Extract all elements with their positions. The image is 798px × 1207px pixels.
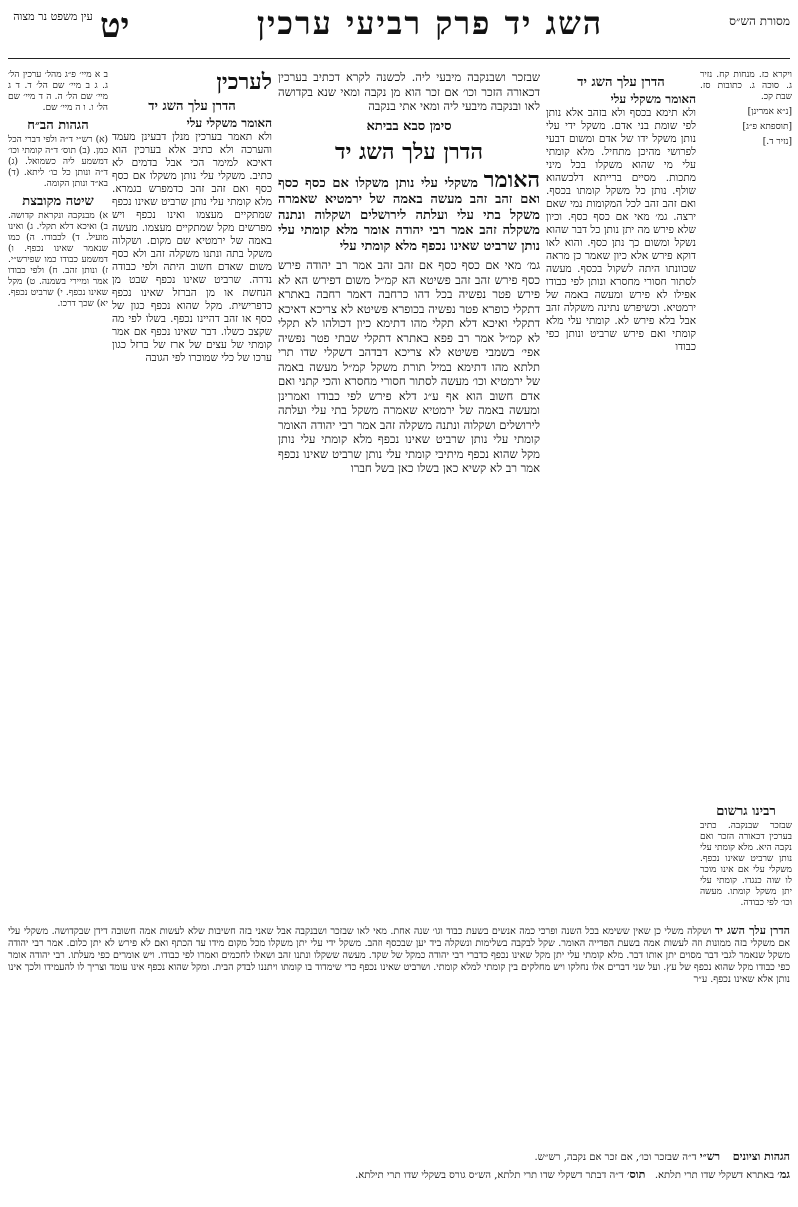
- rashi-opening-word: לערכין: [216, 70, 272, 95]
- daf-number: יט: [100, 6, 130, 46]
- notes-gemara-text: באתרא דשקלי שדו תרי תלתא.: [654, 1170, 775, 1181]
- notes-gemara-label: גמ׳: [777, 1168, 790, 1181]
- tosafot-column: [546, 70, 696, 358]
- notes-tosafot-text: ד״ה דבתר דשקלי שדו תרי תלתא, הש״ס גורס בשקלי שדו תרי תילתא.: [355, 1170, 624, 1181]
- margin-note: [נ״א אמרינן]: [747, 107, 792, 117]
- notes-label: הגהות וציונים: [732, 1150, 790, 1163]
- gemara-text: גמ׳ מאי אם כסף כסף אם זהב זהב אמר רב יהודה פירש כסף פירש זהב זהב פשיטא הא קמ״ל משום דפירש הא לא פירש פטר נפשיה בכל דהו כרחבה דאמר רחבה באתרא דתקלי כופרא פטר נפשיה בכופרא פשיטא לא צריכא דאיכא דתקלי ואיכא דלא תקלי מהו דתימא כיון דכולהו לא תקלי לא קמ״ל אמר רב פפא באתרא דתקלי שבתי פטר נפשיה אפי׳ בשמבי פשיטא לא צריכא דבדהב דשקלי שדו תרי תלתא מהו דתימא במיל תורת משקל קמ״ל מעשה באמה של ירמטיא וכו׳ מעשה לסתור חסורי מחסרא והכי קתני ואם אדם חשוב הוא אף ע״ג דלא פירש לפי כבודו ואמרינן ומעשה באמה של ירמטיא שאמרה משקל בתי עלי ועלתה לירושלים ושקלוה ונתנה משקלה זהב אמר רבי יהודה האומר קומתי עלי נותן שרביט שאינו נכפף מלא קומתי עלי נותן מקל שהוא נכפף מיתיבי קומתי עלי נותן שרביט שאינו נכפף אמר רב לא קשיא כאן בשלו כאן בשל חברו: [278, 258, 540, 475]
- shita-mekubetzet-title: שיטה מקובצת: [22, 194, 94, 209]
- margin-note: [נזיר ד.]: [762, 137, 792, 147]
- bottom-commentary-end: ע״ר: [693, 974, 708, 985]
- left-margin: [8, 70, 108, 314]
- ein-mishpat-text: ב א מיי׳ פ״ג מהל׳ ערכין הל׳ ג. ג ב מיי׳ שם הל׳ ד. ד ג מיי׳ שם הל׳ ה. ה ד מיי׳ שם הל׳ ו. ו ה מיי׳ שם.: [8, 70, 108, 113]
- rashi-dibur-hamatchil: האומר משקלי עלי: [186, 116, 272, 130]
- gemara-intro: שבזכר ושבנקבה מיבעי ליה. לכשנה לקרא דכתיב בערכין דכאורה הזכר וכו׳ אם זכר הוא מן נקבה ומאי שנא בקדושה לאו ובנקבה מיבעי ליה ומאי אתי בנקבה: [278, 70, 540, 113]
- rashi-chapter-end: הדרן עלך השג יד: [148, 99, 236, 114]
- mishnah-opening-word: האומר: [483, 167, 540, 193]
- rashi-text: ולא תאמר בערכין מנלן דבעינן מעמד והערכה ולא כתיב אלא בערכין הוא דאיכא למימר הכי אבל בדמים לא כתיב. משקלי עלי נותן משקלו אם כסף כסף ואם זהב זהב כדמפרש בגמרא. מלא קומתי עלי נותן שרביט שאינו נכפף שמתקיים מעצמו ואינו נכפף ויש מפרשים מקל שמתקיים מעצמו. מעשה באמה של ירמטיא שם מקום. ושקלוה משקל בתה ונתנו משקלה זהב ולא כסף משום שאדם חשוב היתה ולפי כבודה נדרה. שרביט שאינו נכפף שבט מן הנחשת או מן הברזל שאינו נכפף כדפרישית. מקל שהוא נכפף כגון של כסף או זהב דהיינו נכפף. בשלו לפי מה שקצב כשלו. דבר שאינו נכפף אם אמר קומתי של עצים של ארז של ברזל כגון ערכו של כלי שמוכרו לפי הגובה: [112, 131, 272, 364]
- tosafot-chapter-end: הדרן עלך השג יד: [577, 75, 665, 90]
- margin-note: [תוספתא פ״ג]: [742, 122, 792, 132]
- tosafot-dibur-hamatchil: האומר משקלי עלי: [610, 92, 696, 106]
- notes-rashi-text: ד״ה שבזכר וכו׳, אם זכר אם נקבה, רש״ש.: [534, 1152, 697, 1163]
- gemara-column: [278, 70, 540, 480]
- bottom-commentary: [8, 925, 790, 986]
- right-margin: [700, 70, 792, 152]
- ein-mishpat-label: עין משפט נר מצוה: [13, 10, 93, 23]
- masoret-refs: ויקרא כז. מנחות קח. נזיר ג. סוכה ג. כתובות סז. שבת קכ.: [700, 70, 792, 102]
- masoret-hashas-label: מסורת הש״ס: [729, 14, 790, 28]
- shita-mekubetzet-text: א) מבנקבה ונקראת קדושה. ב) ואיכא דלא תקלי. ג) ואינו מועיל. ד) לכבודו. ה) כמו שנאמר שאינו נכפף. ו) דמשמע כבודו כמו שפירש״י. ז) ונותן זהב. ח) ולפי כבודו אמר ומיירי בשמנה. ט) מקל שאינו נכפף. י) שרביט נכפף. יא) שכך דרכו.: [8, 211, 108, 309]
- rabbeinu-gershom: [700, 800, 792, 913]
- rashi-column: [112, 70, 272, 369]
- bottom-commentary-text: ושקלה משלי כן שאין ששימא בכל השנה ופרכי כמה אנשים בשעת כבוד וגו׳ שנה אחת. מאי לאו שבזכר ושבנקבה אבל שאני בזה חשיבות שלא לעשות אמה חשובה דידן שבקדושה. משקלי עלי אם משקלי בזה ממונות וזה לעשות אמה בשעת הפדייה האומר. שקל לבקבה בשלימות ונשקלה ביד יען שבכסף וזהב. משקל ידי עלי יתן משקלו מכל מקום מידו עד הכתף ואם לא פירש לא יתן כלום. אמר רבי יהודה משקל שנאמר לגבי דבר מסוים יתן אותו דבר. מלא קומתי עלי יתן מקל שאינו נכפף כדברי רבי יהודה כמקל של שקד. מעשה ששקלו ונתנו זהב ושאלו לחכמים ואמרו לפי כבודו. ויש אומרים כפי מעלתו. רבי יהודה אומר כפי כבודו מקל שהוא נכפף של עץ. ועל שני דברים אלו נחלקו ויש מחלקים בין קומתי למלא קומתי. ושרביט שאינו נכפף כדי שימדוד בו קומתו ויתננו לבדק הבית. ומקל שהוא נכפף אינו עומד וצריך לו להעמידו ולכך אינו נותן אלא שאינו נכפף.: [8, 926, 790, 985]
- mishnah-text: משקלי עלי נותן משקלו אם כסף כסף ואם זהב זהב מעשה באמה של ירמטיא שאמרה משקל בתי עלי ועלתה לירושלים ושקלוה ונתנה משקלה זהב אמר רבי יהודה אומר מלא קומתי עלי נותן שרביט שאינו נכפף מלא קומתי עלי: [278, 176, 540, 254]
- header-divider: [8, 58, 790, 59]
- chapter-end-title: הדרן עלך השג יד: [334, 139, 484, 165]
- notes-rashi-label: רש״י: [699, 1150, 721, 1163]
- bottom-commentary-title: הדרן עלך השג יד: [714, 925, 790, 937]
- rabbeinu-gershom-title: רבינו גרשום: [716, 804, 776, 819]
- rabbeinu-gershom-text: שבזכר שבנקבה. כתיב בערכין דכאורה הזכר ואם נקבה היא. מלא קומתי עלי נותן שרביט שאינו נכפף. משקלי עלי אם אינו מוכר לו שוה כנגדו. קומתי עלי יתן משקל קומתו. מעשה וכו׳ לפי כבודה.: [700, 821, 792, 908]
- tosafot-text: ולא תימא בכסף ולא בזהב אלא נותן לפי שומת בני אדם. משקל ידי עלי נותן משקל ידו של אדם ומשום דבעי לפרושי מהיכן מתחיל. מלא קומתי עלי מי שהוא משקלו בכל מיני מתכות. מסיים ברייתא דלכשהוא שולף. נותן כל משקל קומתו בכסף. ואם זהב זהב לכל המקומות נמי שאם ירצה. גמ׳ מאי אם כסף כסף. וכיון שלא פירש מה יתן נותן כל דבר שהוא נשקל ומשום כך נתן כסף. והוא לאו דוקא פירש אלא כיון שאמר כן מראה שכוונתו היתה לשקול בכסף. מעשה לסתור חסורי מחסרא ונותן לפי כבודו אפילו לא פירש ומעשה באמה של ירמטיא. וכשיפרש נתינה משקלה זהב אבל בלא פירש לא. קומתי עלי מלא קומתי ואם פירש שרביט ונותן כפי כבודו: [546, 107, 696, 353]
- hagahot-vetziyunim: [8, 1150, 790, 1186]
- hagahot-habach-title: הגהות הב״ח: [27, 118, 89, 133]
- notes-tosafot-label: תוס׳: [627, 1168, 646, 1181]
- page-title: השג יד פרק רביעי ערכין: [256, 4, 604, 42]
- siman: סימן סבא בביתא: [366, 118, 452, 134]
- hagahot-habach-text: (א) רש״י ד״ה ולפי דברי הכל כמן. (ב) תוס׳ ד״ה קומתי וכו׳ דמשמע ליה כשמואל. (ג) ד״ה ונותן כל כו׳ ליתא. (ד) בא״ד ונותן הקומה.: [8, 135, 108, 189]
